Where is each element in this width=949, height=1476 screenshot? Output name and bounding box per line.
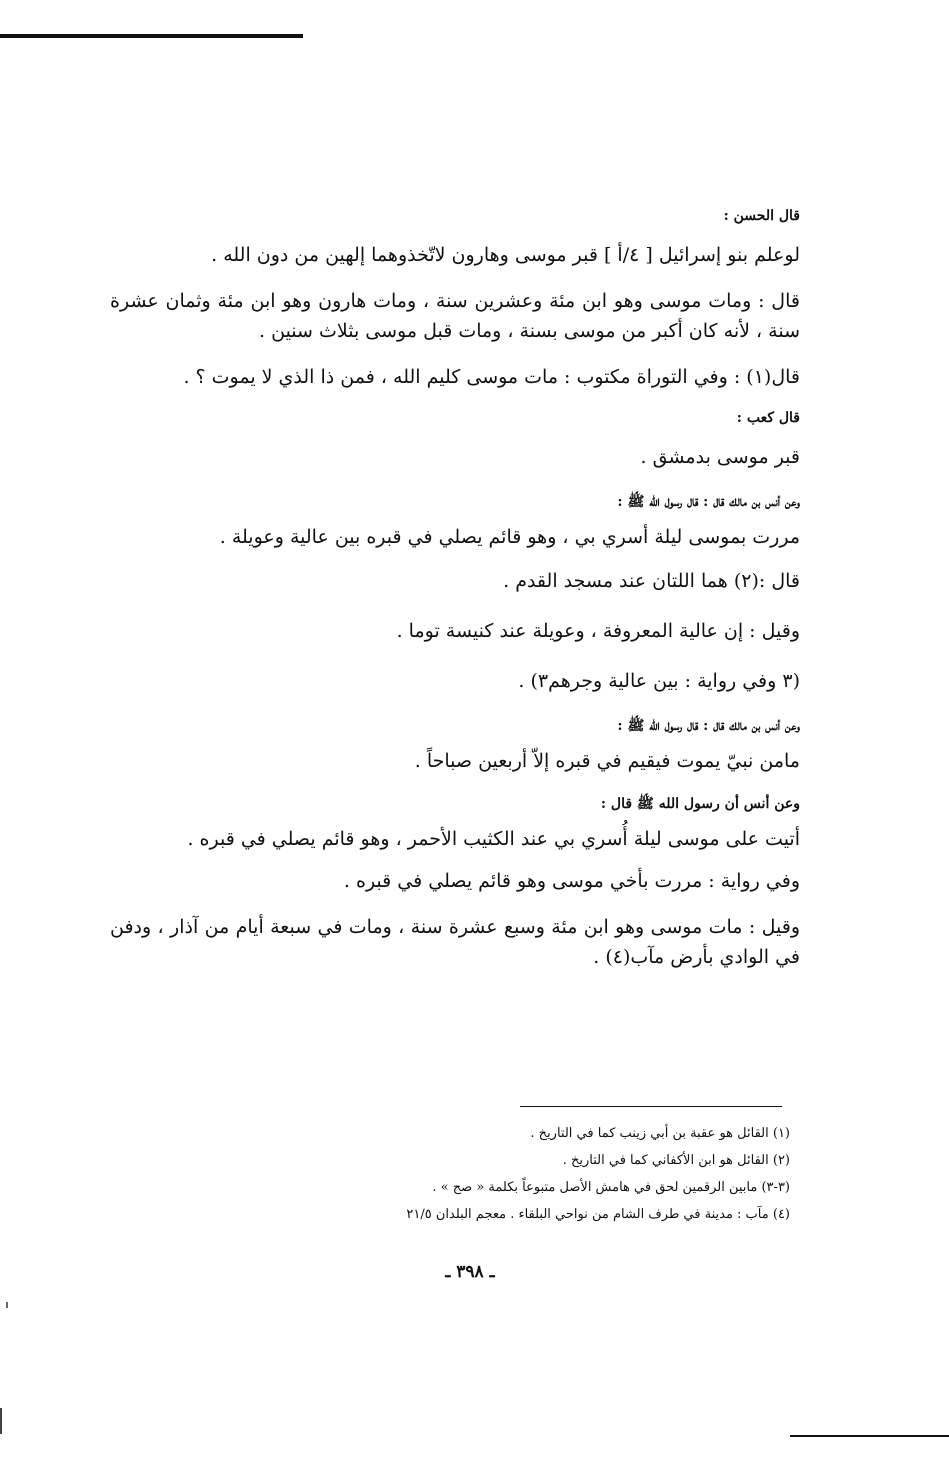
footnote-item: (٣-٣) مابين الرقمين لحق في هامش الأصل متبوعاً بكلمة « صح » . (432, 1180, 790, 1195)
paragraph: (٣ وفي رواية : بين عالية وجرهم٣) . (518, 670, 800, 692)
page-number: ـ ٣٩٨ ـ (445, 1262, 495, 1282)
margin-mark (6, 1302, 8, 1308)
paragraph: وقيل : إن عالية المعروفة ، وعويلة عند كنيسة توما . (396, 620, 800, 642)
speaker-heading: قال كعب : (736, 410, 800, 426)
speaker-heading: قال الحسن : (723, 208, 800, 224)
paragraph: قال : ومات موسى وهو ابن مئة وعشرين سنة ، ومات هارون وهو ابن مئة وثمان عشرة سنة ، لأنه كان أكبر من موسى بسنة ، ومات قبل موسى بثلاث سنين . (110, 290, 800, 342)
footnote-item: (١) القائل هو عقبة بن أبي زينب كما في التاريخ . (530, 1126, 790, 1141)
speaker-heading: وعن أنس بن مالك قال : قال رسول الله ﷺ : (617, 494, 800, 510)
paragraph: أتيت على موسى ليلة أُسري بي عند الكثيب الأحمر ، وهو قائم يصلي في قبره . (187, 828, 800, 850)
top-rule (0, 34, 303, 38)
paragraph: قبر موسى بدمشق . (640, 446, 800, 468)
footnotes (300, 1120, 790, 1228)
paragraph: قال(١) : وفي التوراة مكتوب : مات موسى كليم الله ، فمن ذا الذي لا يموت ؟ . (183, 366, 800, 388)
bottom-rule (790, 1435, 949, 1437)
footnote-item: (٢) القائل هو ابن الأكفاني كما في التاريخ . (562, 1153, 790, 1168)
main-text (110, 200, 800, 972)
paragraph: مامن نبيّ يموت فيقيم في قبره إلاّ أربعين صباحاً . (414, 750, 800, 772)
paragraph: قال :(٢) هما اللتان عند مسجد القدم . (503, 570, 800, 592)
scan-edge-mark (0, 1408, 2, 1434)
speaker-heading: وعن أنس أن رسول الله ﷺ قال : (600, 796, 800, 812)
paragraph: وفي رواية : مررت بأخي موسى وهو قائم يصلي في قبره . (343, 870, 800, 892)
footnote-item: (٤) مآب : مدينة في طرف الشام من نواحي البلقاء . معجم البلدان ٢١/٥ (406, 1207, 790, 1222)
paragraph: مررت بموسى ليلة أسري بي ، وهو قائم يصلي في قبره بين عالية وعويلة . (219, 526, 800, 548)
speaker-heading: وعن أنس بن مالك قال : قال رسول الله ﷺ : (617, 718, 800, 734)
paragraph: وقيل : مات موسى وهو ابن مئة وسبع عشرة سنة ، ومات في سبعة أيام من آذار ، ودفن في الوادي بأرض مآب(٤) . (110, 916, 800, 968)
paragraph: لوعلم بنو إسرائيل [ ٤/أ ] قبر موسى وهارون لاتّخذوهما إلهين من دون الله . (211, 244, 800, 266)
footnote-separator (520, 1106, 782, 1107)
